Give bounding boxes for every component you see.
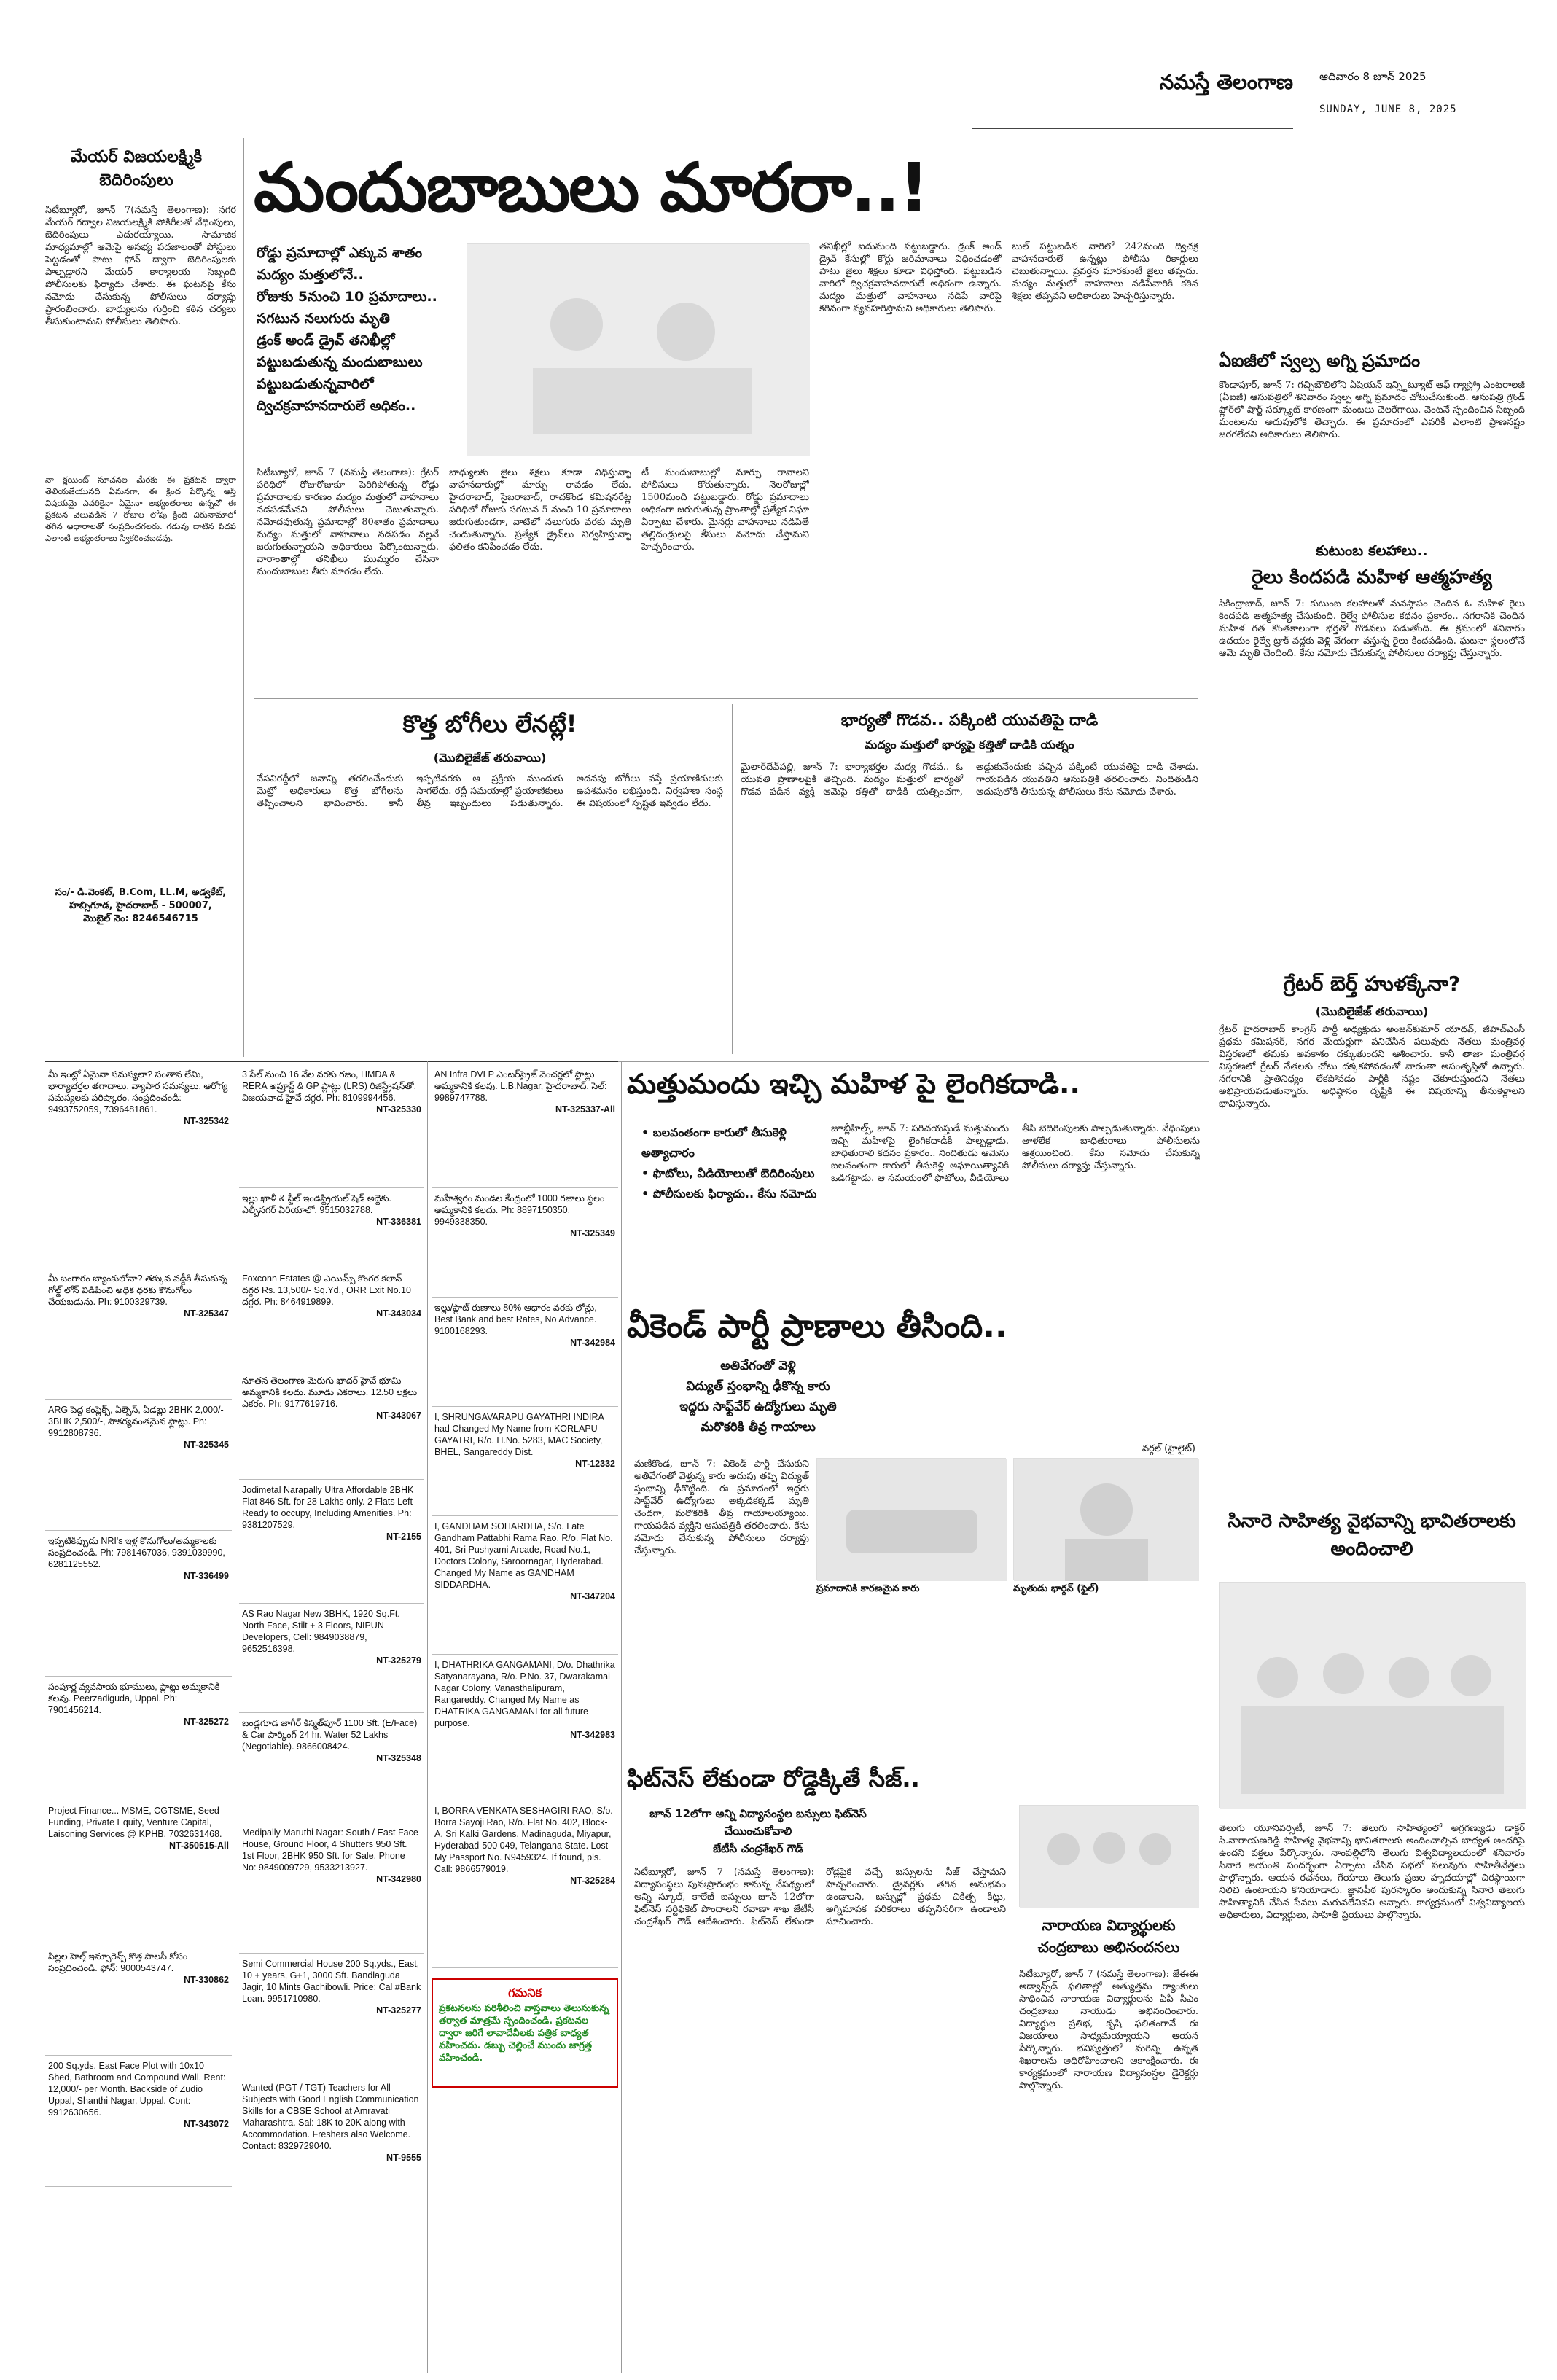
legal-notice: నా క్లయింట్ సూచనల మేరకు ఈ ప్రకటన ద్వారా తెలియజేయునది ఏమనగా, ఈ క్రింద పేర్కొన్న ఆస్తి విషయమై ఎవరికైనా ఏమైనా అభ్యంతరాలు ఉన్నచో ఈ ప్రకటన వెలువడిన 7 రోజుల లోపు క్రింది చిరునామాలో తగిన ఆధారాలతో సంప్రదించగలరు. గడువు దాటిన పిదప ఎలాంటి అభ్యంతరాలు స్వీకరించబడవు.: [45, 475, 236, 543]
metro-headline: కొత్త బోగీలు లేనట్లే!: [402, 710, 577, 738]
deck-line: మరొకరికి తీవ్ర గాయాలు: [701, 1420, 816, 1435]
ad-ref: NT-325348: [376, 1753, 421, 1763]
ad-ref: NT-325277: [376, 2005, 421, 2016]
classified-col-divider: [427, 1061, 428, 2373]
section-rule: [254, 698, 1198, 699]
classifieds-col-1: [45, 1064, 232, 2369]
lead-photo-placeholder: [467, 244, 810, 456]
deck-line: అతివేగంతో వెళ్లి: [720, 1359, 796, 1373]
left-story-body: సిటీబ్యూరో, జూన్ 7(నమస్తే తెలంగాణ): నగర మేయర్ గద్వాల విజయలక్ష్మికి పోకిరీలతో వేధింపులు, బెదిరింపులు ఎదురయ్యాయి. సామాజిక మాధ్యమాల్లో ఆమెపై అసభ్య పదజాలంతో పోస్టులు పెట్టడంతో పాటు ఫోన్ ద్వారా బెదిరింపులకు పాల్పడ్డారని మేయర్ కార్యాలయ సిబ్బంది పోలీసులకు ఫిర్యాదు చేశారు. ఈ ఘటనపై కేసు నమోదు చేసుకున్న పోలీసులు దర్యాప్తు ప్రారంభించారు. బాధ్యులను గుర్తించి కఠిన చర్యలు తీసుకుంటామని పోలీసులు తెలిపారు.: [45, 205, 236, 327]
lead-body-col5: బుల్ పట్టుబడిన వారిలో 242మంది ద్విచక్ర వాహనదారులే ఉన్నట్లు పోలీసు రికార్డులు చెబుతున్నాయి. ప్రవర్తన మారకుంటే జైలు తప్పదు. మద్యం మత్తులో వాహనాలు నడిపేవారికి కఠిన శిక్షలు తప్పవని అధికారులు హెచ్చరిస్తున్నారు.: [1012, 241, 1198, 302]
narayana-body: సిటీబ్యూరో, జూన్ 7 (నమస్తే తెలంగాణ): జేఈఈ అడ్వాన్స్‌డ్ ఫలితాల్లో అత్యుత్తమ ర్యాంకులు సాధించిన నారాయణ విద్యార్థులను ఏపీ సీఎం చంద్రబాబు నాయుడు అభినందించారు. విద్యార్థుల ప్రతిభ, కృషి ఫలితంగానే ఈ విజయాలు సాధ్యమయ్యాయని ఆయన పేర్కొన్నారు. భవిష్యత్తులో మరిన్ని ఉన్నత శిఖరాలను అధిరోహించాలని ఆకాంక్షించారు. ఈ కార్యక్రమంలో నారాయణ విద్యాసంస్థల డైరెక్టర్లు పాల్గొన్నారు.: [1019, 1969, 1198, 2091]
classified-ad: [239, 1064, 424, 1188]
column-divider: [243, 138, 244, 1057]
classified-ad: [45, 1800, 232, 1946]
right-story-4-headline: సినారె సాహిత్య వైభవాన్ని భావితరాలకు అందించాలి: [1228, 1510, 1516, 1560]
disclaimer-box: [432, 1978, 618, 2088]
weekend-caption-1: ప్రమాదానికి కారణమైన కారు: [816, 1583, 920, 1594]
classified-ad: [239, 1268, 424, 1370]
date-telugu: ఆదివారం 8 జూన్ 2025: [1319, 70, 1427, 83]
left-story-headline: మేయర్ విజయలక్ష్మికి బెదిరింపులు: [70, 148, 203, 190]
right-story-1-headline: ఏఐజీలో స్వల్ప అగ్ని ప్రమాదం: [1219, 351, 1421, 371]
deck-line: విద్యుత్ స్తంభాన్ని ఢీకొన్న కారు: [686, 1379, 830, 1394]
ad-ref: NT-325342: [184, 1116, 229, 1126]
right-story-4-photo: [1219, 1582, 1525, 1808]
ad-text: 200 Sq.yds. East Face Plot with 10x10 Shed, Bathroom and Compound Wall. Rent: 12,000/- per Month. Backside of Zudio Uppal, Shanthi Nagar, Uppal. Cont: 9912630656.: [48, 2061, 226, 2118]
ad-text: నూతన తెలంగాణ మెరుగు ఖాదర్ హైవే భూమి అమ్మకానికి కలదు. మూడు ఎకరాలు. 12.50 లక్షలు ఎకరం. Ph: 9177619716.: [242, 1376, 418, 1409]
ad-ref: NT-347204: [570, 1591, 615, 1601]
classified-ad: [432, 1407, 618, 1516]
classified-ad: [45, 1064, 232, 1268]
ad-ref: NT-9555: [386, 2153, 421, 2163]
ad-ref: NT-325347: [184, 1308, 229, 1319]
ad-ref: NT-325349: [570, 1228, 615, 1238]
classified-ad: [45, 2056, 232, 2187]
ad-ref: NT-12332: [575, 1459, 615, 1469]
ad-ref: NT-342980: [376, 1874, 421, 1884]
classified-ad: [45, 1400, 232, 1531]
classified-ad: [432, 1655, 618, 1800]
ad-text: Wanted (PGT / TGT) Teachers for All Subjects with Good English Communication Skills for a CBSE School at Amravati Maharashtra. Sal: 18K to 20K along with Accommodation. Freshers also Welcome. Contact: 8329729040.: [242, 2083, 419, 2151]
ad-text: బండ్లగూడ జాగీర్ కిస్మత్‌పూర్ 1100 Sft. (E/Face) & Car పార్కింగ్ 24 hr. Water 52 Lakhs (Negotiable). 9866008424.: [242, 1718, 418, 1752]
dispute-body: మైలార్‌దేవ్‌పల్లి, జూన్ 7: భార్యాభర్తల మధ్య గొడవ.. ఓ యువతి ప్రాణాలపైకి తెచ్చింది. మద్యం మత్తులో భార్యతో గొడవ పడిన వ్యక్తి ఆమెపై కత్తితో దాడికి యత్నించగా, అడ్డుకునేందుకు వచ్చిన పక్కింటి యువతిపై దాడి చేశాడు. గాయపడిన యువతిని ఆసుపత్రికి తరలించారు. నిందితుడిని అదుపులోకి తీసుకున్న పోలీసులు కేసు నమోదు చేశారు.: [741, 762, 1198, 797]
portrait-placeholder: [1014, 1459, 1199, 1581]
ad-text: Foxconn Estates @ ఎయిమ్స్ కొంగర కలాన్ దగ్గర Rs. 13,500/- Sq.Yd., ORR Exit No.10 దగ్గర. Ph: 8464919899.: [242, 1273, 411, 1307]
weekend-headline: వీకెండ్ పార్టీ ప్రాణాలు తీసింది..: [627, 1308, 1007, 1345]
lead-photo: [467, 243, 809, 455]
classified-ad: [239, 1713, 424, 1822]
ad-text: I, BORRA VENKATA SESHAGIRI RAO, S/o. Borra Sayoji Rao, R/o. Flat No. 402, Block-A, Sri Kalki Gardens, Madinaguda, Miyapur, Hyderabad-500 049, Telangana State. Lost My Passport No. N9459324. If found, pls. Call: 9866579019.: [434, 1806, 613, 1874]
fitness-headline: ఫిట్‌నెస్ లేకుండా రోడ్డెక్కితే సీజ్..: [627, 1765, 920, 1792]
ad-ref: NT-343034: [376, 1308, 421, 1319]
right-story-4-body: తెలుగు యూనివర్సిటీ, జూన్ 7: తెలుగు సాహిత్యంలో అగ్రగణ్యుడు డాక్టర్ సి.నారాయణరెడ్డి సాహిత్య వైభవాన్ని భావితరాలకు అందించాల్సిన బాధ్యత అందరిపై ఉందని వక్తలు పేర్కొన్నారు. నాంపల్లిలోని తెలుగు విశ్వవిద్యాలయంలో శనివారం సినారె జయంతి సందర్భంగా ఏర్పాటు చేసిన సభలో పలువురు సాహితీవేత్తలు పాల్గొన్నారు. ఆయన రచనలు, గేయాలు తెలుగు ప్రజల హృదయాల్లో చిరస్థాయిగా నిలిచి ఉంటాయని కొనియాడారు. జ్ఞానపీఠ పురస్కారం అందుకున్న సినారె తెలుగు సాహిత్యానికి చేసిన సేవలు మరువలేనివని అన్నారు. కార్యక్రమంలో విశ్వవిద్యాలయ అధికారులు, విద్యార్థులు, సాహితీ ప్రియులు పాల్గొన్నారు.: [1219, 1823, 1525, 1921]
ad-text: AN Infra DVLP ఎంటర్‌ప్రైజ్ వెంచర్లలో ప్లాట్లు అమ్మకానికి కలవు. L.B.Nagar, హైదరాబాద్. సెల్: 9989747788.: [434, 1069, 607, 1103]
lead-deck: [257, 242, 458, 417]
classified-ad: [432, 1188, 618, 1298]
ad-text: సంపూర్ణ వ్యవసాయ భూములు, ప్లాట్లు అమ్మకానికి కలవు. Peerzadiguda, Uppal. Ph: 7901456214.: [48, 1682, 220, 1715]
lead-body-col3: టీ మందుబాబుల్లో మార్పు రావాలని పోలీసులు కోరుతున్నారు. నెలరోజుల్లో 1500మంది పట్టుబడ్డారు. రోడ్డు ప్రమాదాలు అధికంగా జరుగుతున్న ప్రాంతాల్లో ప్రత్యేక నిఘా ఏర్పాటు చేశారు. మైనర్లు వాహనాలు నడిపితే తల్లిదండ్రులపై కేసులు నమోదు చేస్తామని హెచ్చరించారు.: [641, 467, 809, 553]
ad-text: I, GANDHAM SOHARDHA, S/o. Late Gandham Pattabhi Rama Rao, R/o. Flat No. 401, Sri Pushyami Arcade, Road No.1, Doctors Colony, Saroornagar, Hyderabad. Changed My Name as GANDHAM SIDDARDHA.: [434, 1521, 613, 1590]
classified-ad: [432, 1298, 618, 1407]
ad-ref: NT-336499: [184, 1571, 229, 1581]
classified-ad: [239, 1480, 424, 1604]
disclaimer-title: గమనిక: [508, 1986, 542, 1999]
deck-line: రోడ్డు ప్రమాదాల్లో ఎక్కువ శాతం మద్యం మత్తులోనే..: [257, 245, 423, 283]
weekend-body: మణికొండ, జూన్ 7: వీకెండ్ పార్టీ చేసుకుని అతివేగంతో వెళ్తున్న కారు అదుపు తప్పి విద్యుత్ స్తంభాన్ని ఢీకొట్టింది. ఈ ప్రమాదంలో ఇద్దరు సాఫ్ట్‌వేర్ ఉద్యోగులు అక్కడికక్కడే మృతి చెందగా, మరొకరికి తీవ్ర గాయాలయ్యాయి. గాయపడిన వ్యక్తిని ఆసుపత్రికి తరలించారు. కేసు నమోదు చేసుకున్న పోలీసులు దర్యాప్తు చేస్తున్నారు.: [634, 1459, 809, 1556]
fitness-deck: [634, 1805, 882, 1857]
lead-headline: మందుబాబులు మారరా..!: [254, 149, 928, 227]
weekend-deck: [634, 1356, 882, 1437]
ad-text: Medipally Maruthi Nagar: South / East Face House, Ground Floor, 4 Shutters 950 Sft. 1st Floor, 2BHK 950 Sft. for Sale. Phone No: 9849009729, 9533213927.: [242, 1827, 418, 1873]
classified-ad: [239, 1604, 424, 1713]
classified-ad: [239, 2077, 424, 2223]
ad-ref: NT-2155: [386, 1532, 421, 1542]
classifieds-top-rule: [45, 1061, 618, 1062]
dispute-subhead: మద్యం మత్తులో భార్యపై కత్తితో దాడికి యత్నం: [865, 738, 1074, 752]
dispute-headline: భార్యతో గొడవ.. పక్కింటి యువతిపై దాడి: [840, 711, 1099, 730]
date-english: SUNDAY, JUNE 8, 2025: [1319, 104, 1457, 115]
classified-ad: [45, 1946, 232, 2056]
narayana-headline: నారాయణ విద్యార్థులకు చంద్రబాబు అభినందనలు: [1037, 1916, 1180, 1956]
group-photo-placeholder: [1020, 1806, 1199, 1908]
column-divider: [732, 704, 733, 1054]
drug-story-bullets: [641, 1123, 824, 1204]
drug-story-headline: మత్తుమందు ఇచ్చి మహిళ పై లైంగికదాడి..: [627, 1068, 1080, 1100]
lead-body-col1: సిటీబ్యూరో, జూన్ 7 (నమస్తే తెలంగాణ): గ్రేటర్ పరిధిలో రోజురోజుకూ పెరిగిపోతున్న రోడ్డు ప్రమాదాలకు కారణం మద్యం మత్తులో వాహనాలు నడపడమేనని పోలీసులు చెబుతున్నారు. నమోదవుతున్న ప్రమాదాల్లో 80శాతం ప్రమాదాలు మద్యం మత్తులో వాహనాలు నడపడం వల్లనే జరుగుతున్నాయని అధికారులు పేర్కొంటున్నారు. వారాంతాల్లో తనిఖీలు ముమ్మరం చేసినా మందుబాబుల తీరు మారడం లేదు.: [257, 467, 439, 577]
right-story-3-byline: (మొబిలైజేజ్ తరువాయి): [1315, 1004, 1429, 1018]
classified-ad: [239, 1954, 424, 2077]
signature-line: సం/- డి.వెంకట్, B.Com, LL.M, అడ్వకేట్,: [55, 887, 227, 898]
bullet-item: • ఫొటోలు, వీడియోలుతో బెదిరింపులు: [641, 1163, 824, 1184]
weekend-photo-car: [816, 1458, 1006, 1580]
deck-line: జేటీసీ చంద్రశేఖర్ గౌడ్: [713, 1842, 803, 1855]
ad-ref: NT-330862: [184, 1975, 229, 1985]
ad-ref: NT-343072: [184, 2119, 229, 2129]
classified-ad: [239, 1370, 424, 1480]
ad-text: 3 సేల్ నుంచి 16 వేల వరకు గజం, HMDA & RERA అప్రూవ్డ్ & GP ప్లాట్లు (LRS) రిజిస్ట్రేషన్‌తో. విజయవాడ హైవే దగ్గర. Ph: 8109994456.: [242, 1069, 417, 1103]
bullet-item: • పోలీసులకు ఫిర్యాదు.. కేసు నమోదు: [641, 1184, 824, 1204]
classifieds-col-3: [432, 1064, 618, 2369]
classified-ad: [45, 1677, 232, 1800]
ad-text: Semi Commercial House 200 Sq.yds., East, 10 + years, G+1, 3000 Sft. Bandlaguda Jagir, 10 Mints Gachibowli. Price: Cal #Bank Loan. 9951710980.: [242, 1959, 421, 2004]
ad-ref: NT-343067: [376, 1411, 421, 1421]
right-story-3-headline: గ్రేటర్ బెర్త్ హుళక్కేనా?: [1283, 972, 1461, 996]
ad-ref: NT-325345: [184, 1440, 229, 1450]
column-divider: [621, 1061, 622, 2373]
ad-ref: NT-342983: [570, 1730, 615, 1740]
classified-ad: [432, 1516, 618, 1655]
ad-text: ARG పెద్ద కంప్లెక్స్, ఏల్సెస్, ఏడబ్లు 2BHK 2,000/- 3BHK 2,500/-, సౌకర్యవంతమైన ఫ్లాట్లు. Ph: 9912808736.: [48, 1405, 224, 1438]
drug-story-body: జూబ్లీహిల్స్, జూన్ 7: పరిచయస్తుడే మత్తుమందు ఇచ్చి మహిళపై లైంగికదాడికి పాల్పడ్డాడు. బాధితురాలి కథనం ప్రకారం.. నిందితుడు ఆమెను బలవంతంగా కారులో తీసుకెళ్లి అఘాయిత్యానికి ఒడిగట్టాడు. ఆ సమయంలో ఫొటోలు, వీడియోలు తీసి బెదిరింపులకు పాల్పడుతున్నాడు. వేధింపులు తాళలేక బాధితురాలు పోలీసులను ఆశ్రయించింది. కేసు నమోదు చేసుకున్న పోలీసులు దర్యాప్తు చేస్తున్నారు.: [831, 1123, 1200, 1184]
ad-ref: NT-325337-All: [555, 1104, 615, 1115]
weekend-photo-victim: [1013, 1458, 1198, 1580]
weekend-photo-credit: వర్గల్ (హైలైట్): [1142, 1443, 1195, 1454]
ad-ref: NT-325284: [570, 1876, 615, 1886]
classified-ad: [45, 1268, 232, 1400]
ad-ref: NT-350515-All: [169, 1841, 229, 1851]
classified-ad: [432, 1064, 618, 1188]
newspaper-name: నమస్తే తెలంగాణ: [1159, 70, 1293, 94]
deck-line: రోజుకు 5నుంచి 10 ప్రమాదాలు..: [257, 289, 437, 305]
car-photo-placeholder: [817, 1459, 1007, 1581]
weekend-caption-2: మృతుడు భార్గవ్ (ఫైల్): [1013, 1583, 1099, 1594]
ad-text: Project Finance... MSME, CGTSME, Seed Funding, Private Equity, Venture Capital, Laisoning Services @ KPHB. 7032631468.: [48, 1806, 222, 1839]
deck-line: జూన్ 12లోగా అన్ని విద్యాసంస్థల బస్సులు ఫిట్‌నెస్ చేయించుకోవాలి: [649, 1807, 867, 1838]
narayana-photo: [1019, 1805, 1198, 1907]
right-story-2-headline: రైలు కిందపడి మహిళ ఆత్మహత్య: [1252, 566, 1492, 588]
classifieds-col-2: [239, 1064, 424, 2369]
deck-line: డ్రంక్ అండ్ డ్రైవ్ తనిఖీల్లో పట్టుబడుతున్న మందుబాబులు: [257, 332, 423, 370]
classified-ad: [239, 1188, 424, 1268]
lead-body-col2: బాధ్యులకు జైలు శిక్షలు కూడా విధిస్తున్నా వాహనదారుల్లో మార్పు రావడం లేదు. హైదరాబాద్, సైబరాబాద్, రాచకొండ కమిషనరేట్ల పరిధిలో రోజుకు సగటున 5 నుంచి 10 ప్రమాదాలు జరుగుతుండగా, వాటిలో నలుగురు వరకు మృతి చెందుతున్నారు. ప్రత్యేక డ్రైవ్‌లు నిర్వహిస్తున్నా ఫలితం కనిపించడం లేదు.: [449, 467, 631, 553]
right-story-2-kicker: కుటుంబ కలహాలు..: [1316, 542, 1428, 559]
ad-text: ఇప్పటికిప్పుడు NRI's ఇళ్ల కొనుగోలు/అమ్మకాలకు సంప్రదించండి. Ph: 7981467036, 9391039990, 6281125552.: [48, 1536, 225, 1569]
ad-ref: NT-336381: [376, 1217, 421, 1227]
event-photo-placeholder: [1220, 1583, 1526, 1809]
metro-body: వేసవిరద్దీలో జనాన్ని తరలించేందుకు మెట్రో అధికారులు కొత్త బోగీలను తెప్పించాలని భావించారు. కానీ ఇప్పటివరకు ఆ ప్రక్రియ ముందుకు సాగలేదు. రద్దీ సమయాల్లో ప్రయాణికులు తీవ్ర ఇబ్బందులు పడుతున్నారు. అదనపు బోగీలు వస్తే ప్రయాణికులకు ఉపశమనం లభిస్తుంది. నిర్వహణ సంస్థ ఈ విషయంలో స్పష్టత ఇవ్వడం లేదు.: [257, 773, 723, 809]
ad-text: మహేశ్వరం మండల కేంద్రంలో 1000 గజాలు స్థలం అమ్మకానికి కలదు. Ph: 8897150350, 9949338350.: [434, 1193, 605, 1227]
right-story-1-body: కొండాపూర్, జూన్ 7: గచ్చిబౌలిలోని ఏషియన్ ఇన్స్టిట్యూట్ ఆఫ్ గ్యాస్ట్రో ఎంటరాలజీ (ఏఐజీ) ఆసుపత్రిలో శనివారం స్వల్ప అగ్ని ప్రమాదం చోటుచేసుకుంది. ఆసుపత్రి గ్రౌండ్ ఫ్లోర్‌లో షార్ట్ సర్క్యూట్ కారణంగా మంటలు చెలరేగాయి. వెంటనే స్పందించిన సిబ్బంది మంటలను అదుపులోకి తెచ్చారు. ఈ ప్రమాదంలో ఎవరికీ ఎలాంటి ప్రాణనష్టం జరగలేదని అధికారులు తెలిపారు.: [1219, 380, 1525, 440]
ad-ref: NT-342984: [570, 1338, 615, 1348]
signature-line: మొబైల్ నెం: 8246546715: [83, 913, 198, 924]
masthead-rule: [972, 128, 1293, 129]
ad-text: మీ బంగారం బ్యాంకులోనా? తక్కువ వడ్డీకి తీసుకున్న గోల్డ్ లోన్ విడిపించి అధిక ధరకు కొనుగోలు చేయబడును. Ph: 9100329739.: [48, 1273, 228, 1307]
deck-line: సగటున నలుగురు మృతి: [257, 311, 390, 327]
ad-text: ఇల్లు ఖాళీ & స్టీల్ ఇండస్ట్రియల్ షెడ్ అద్దెకు. ఎల్బీనగర్ ఏరియాలో. 9515032788.: [242, 1193, 391, 1215]
classified-ad: [45, 1531, 232, 1677]
fitness-body: సిటీబ్యూరో, జూన్ 7 (నమస్తే తెలంగాణ): విద్యాసంస్థలు పునఃప్రారంభం కానున్న నేపథ్యంలో అన్ని స్కూల్, కాలేజీ బస్సులు జూన్ 12లోగా ఫిట్‌నెస్ సర్టిఫికెట్ పొందాలని రవాణా శాఖ జేటీసీ చంద్రశేఖర్ గౌడ్ ఆదేశించారు. ఫిట్‌నెస్ లేకుండా రోడ్లపైకి వచ్చే బస్సులను సీజ్ చేస్తామని హెచ్చరించారు. డ్రైవర్లకు తగిన అనుభవం ఉండాలని, బస్సుల్లో ప్రథమ చికిత్స కిట్లు, అగ్నిమాపక పరికరాలు తప్పనిసరిగా ఉండాలని సూచించారు.: [634, 1867, 1006, 1927]
ad-text: I, SHRUNGAVARAPU GAYATHRI INDIRA had Changed My Name from KORLAPU GAYATRI, R/o. H.No. 5283, MAC Society, BHEL, Sangareddy Dist.: [434, 1412, 604, 1457]
ad-ref: NT-325272: [184, 1717, 229, 1727]
ad-text: I, DHATHRIKA GANGAMANI, D/o. Dhathrika Satyanarayana, R/o. P.No. 37, Dwarakamai Nagar Colony, Vanasthalipuram, Rangareddy. Changed My Name as DHATRIKA GANGAMANI for all future purpose.: [434, 1660, 615, 1728]
ad-text: పిల్లల హెల్త్ ఇన్సూరెన్స్ కొత్త పాలసీ కోసం సంప్రదించండి. ఫోన్: 9000543747.: [48, 1951, 188, 1973]
disclaimer-text: ప్రకటనలను పరిశీలించి వాస్తవాలు తెలుసుకున్న తర్వాత మాత్రమే స్పందించండి. ప్రకటనల ద్వారా జరిగే లావాదేవీలకు పత్రిక బాధ్యత వహించదు. డబ్బు చెల్లించే ముందు జాగ్రత్త వహించండి.: [439, 2003, 609, 2064]
ad-text: AS Rao Nagar New 3BHK, 1920 Sq.Ft. North Face, Stilt + 3 Floors, NIPUN Developers, Cell: 9849038879, 9652516398.: [242, 1609, 400, 1654]
ad-text: Jodimetal Narapally Ultra Affordable 2BHK Flat 846 Sft. for 28 Lakhs only. 2 Flats Left Ready to occupy, Including Amenities. Ph: 9381207529.: [242, 1485, 414, 1530]
legal-signature: [45, 886, 236, 926]
lead-body-col4: తనిఖీల్లో ఐదుమంది పట్టుబడ్డారు. డ్రంక్ అండ్ డ్రైవ్ కేసుల్లో కోర్టు జరిమానాలు విధించడంతో పాటు జైలు శిక్షలు కూడా విధిస్తోంది. పట్టుబడిన వారిలో ద్విచక్రవాహనదారులే అధికంగా ఉన్నారు. మద్యం మత్తులో వాహనాలు నడిపే వారిపై కఠినంగా వ్యవహరిస్తామని అధికారులు తెలిపారు.: [819, 241, 1002, 314]
ad-text: ఇల్లు/ప్లాట్ రుణాలు 80% ఆధారం వరకు లోన్లు, Best Bank and best Rates, No Advance. 9100168293.: [434, 1303, 597, 1336]
deck-line: పట్టుబడుతున్నవారిలో ద్విచక్రవాహనదారులే అధికం..: [257, 376, 416, 414]
metro-byline: (మొబిలైజేజ్ తరువాయి): [433, 751, 547, 765]
ad-text: మీ ఇంట్లో ఏమైనా సమస్యలా? సంతాన లేమి, భార్యాభర్తల తగాదాలు, వ్యాపార సమస్యలు, ఆరోగ్య సమస్యలకు పరిష్కారం. సంప్రదించండి: 9493752059, 7396481861.: [48, 1069, 228, 1115]
ad-ref: NT-325330: [376, 1104, 421, 1115]
classified-ad: [432, 1800, 618, 1968]
deck-line: ఇద్దరు సాఫ్ట్‌వేర్ ఉద్యోగులు మృతి: [679, 1400, 837, 1414]
ad-ref: NT-325279: [376, 1655, 421, 1666]
right-story-2-body: సికింద్రాబాద్, జూన్ 7: కుటుంబ కలహాలతో మనస్తాపం చెందిన ఓ మహిళ రైలు కిందపడి ఆత్మహత్య చేసుకుంది. రైల్వే పోలీసుల కథనం ప్రకారం.. నగరానికి చెందిన మహిళ గత కొంతకాలంగా భర్తతో గొడవలు పడుతోంది. ఈ క్రమంలో శనివారం ఉదయం రైల్వే ట్రాక్ వద్దకు వెళ్లి వేగంగా వస్తున్న రైలు కిందపడింది. ఘటనా స్థలంలోనే ఆమె మృతి చెందింది. కేసు నమోదు చేసుకున్న పోలీసులు దర్యాప్తు చేస్తున్నారు.: [1219, 598, 1525, 659]
signature-line: హబ్సిగూడ, హైదరాబాద్ - 500007,: [69, 900, 212, 911]
right-story-3-body: గ్రేటర్ హైదరాబాద్ కాంగ్రెస్ పార్టీ అధ్యక్షుడు అంజన్‌కుమార్ యాదవ్, జీహెచ్ఎంసీ ప్రథమ కమిషనర్, నగర మేయర్లుగా పనిచేసిన పలువురు నేతలు మంత్రివర్గ విస్తరణలో తమకు అవకాశం దక్కుతుందని ఆశించారు. కానీ తాజా మంత్రివర్గ విస్తరణలో గ్రేటర్ నేతలకు చోటు దక్కకపోవడంతో వారంతా అసంతృప్తితో ఉన్నారు. నగరానికి ప్రాతినిధ్యం లేకపోవడం పార్టీకి నష్టం చేకూరుస్తుందని నేతలు అభిప్రాయపడుతున్నారు. అధిష్ఠానం దృష్టికి ఈ విషయాన్ని తీసుకెళ్లాలని భావిస్తున్నారు.: [1219, 1024, 1525, 1109]
bullet-item: • బలవంతంగా కారులో తీసుకెళ్లి అత్యాచారం: [641, 1123, 824, 1163]
classified-ad: [239, 1822, 424, 1954]
